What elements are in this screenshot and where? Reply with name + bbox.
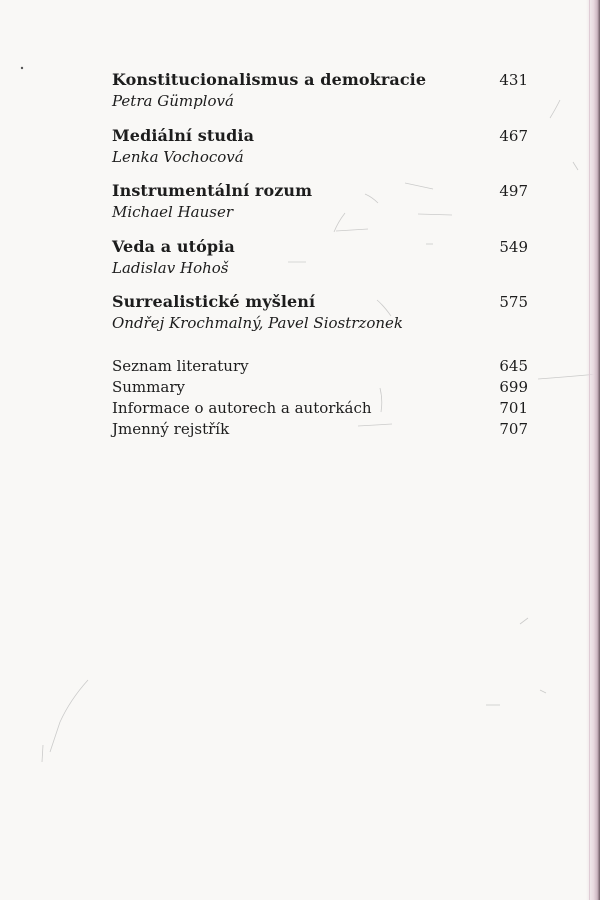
chapter-author: Ladislav Hohoš	[112, 258, 229, 277]
chapter-author: Michael Hauser	[112, 203, 234, 221]
appendix-label: Summary	[112, 377, 185, 396]
toc-appendix	[112, 356, 528, 440]
appendix-item[interactable]	[112, 377, 528, 398]
page-number: 549	[499, 237, 528, 256]
toc-chapter[interactable]	[112, 292, 528, 348]
appendix-label: Seznam literatury	[112, 356, 249, 375]
toc-chapter[interactable]	[112, 181, 528, 237]
page-number: 431	[499, 71, 528, 89]
appendix-item[interactable]	[112, 419, 528, 440]
chapter-title: Surrealistické myšlení	[112, 292, 316, 311]
appendix-item[interactable]	[112, 398, 528, 419]
page-number: 701	[499, 398, 528, 417]
toc-chapter[interactable]	[112, 237, 528, 293]
page-number: 497	[499, 182, 528, 200]
page-edge	[586, 0, 600, 900]
chapter-title: Mediální studia	[112, 125, 255, 145]
page-number: 699	[499, 377, 528, 396]
chapter-title: Veda a utópia	[112, 236, 235, 256]
chapter-author: Ondřej Krochmalný, Pavel Siostrzonek	[112, 314, 403, 332]
appendix-label: Jmenný rejstřík	[112, 419, 230, 438]
appendix-label: Informace o autorech a autorkách	[112, 398, 372, 417]
chapter-author: Petra Gümplová	[112, 92, 234, 110]
page-number: 575	[499, 293, 528, 311]
toc-chapter[interactable]	[112, 126, 528, 182]
chapter-title: Instrumentální rozum	[112, 181, 313, 200]
page-number: 707	[499, 419, 528, 438]
chapter-author: Lenka Vochocová	[112, 147, 244, 166]
chapter-title: Konstitucionalismus a demokracie	[112, 70, 427, 89]
table-of-contents	[112, 70, 528, 440]
toc-chapter[interactable]	[112, 70, 528, 126]
appendix-item[interactable]	[112, 356, 528, 377]
page-number: 645	[499, 356, 528, 375]
page-number: 467	[499, 126, 528, 145]
